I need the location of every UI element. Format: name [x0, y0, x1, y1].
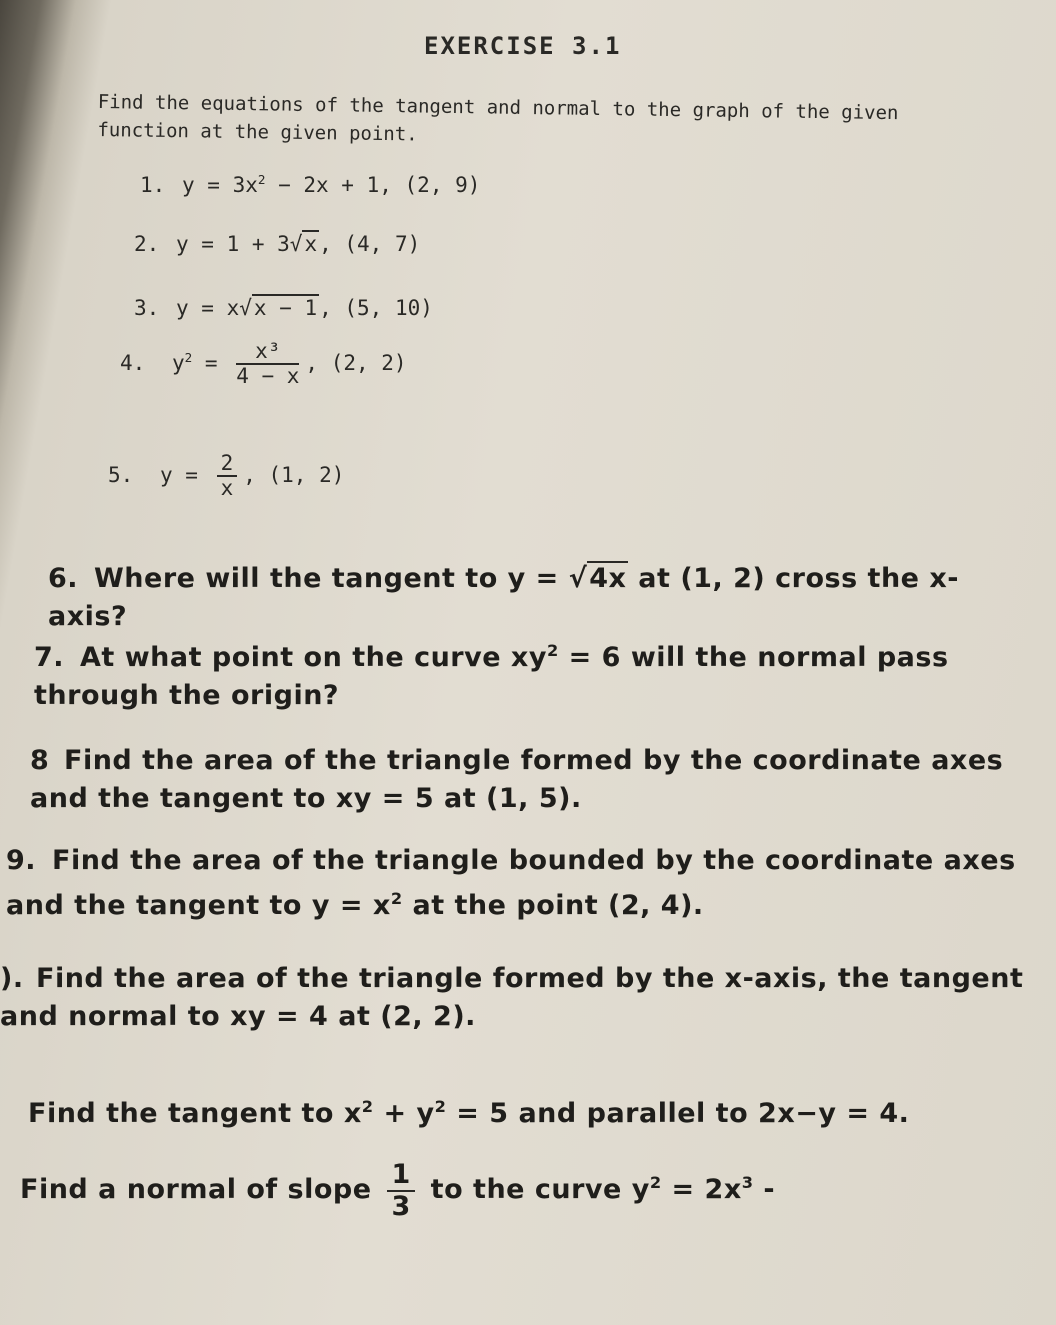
item-number: 5.: [108, 463, 134, 488]
question: Find a normal of slope $\frac{1}{3}$ to the curve $y^2 = 2x^3$ -: [20, 1159, 776, 1222]
list-item: 5. y = $\frac{2}{x}$ , (1, 2): [108, 451, 345, 501]
list-item: 3. y = x√x − 1, (5, 10): [134, 296, 433, 320]
question-number: 9.: [6, 845, 37, 876]
list-item: 1. $y = 3x^2 - 2x + 1$, (2, 9): [140, 172, 481, 197]
list-item: 2. y = 1 + 3√x, (4, 7): [134, 232, 421, 256]
radical: 4x: [589, 563, 627, 594]
list-item: 4. $y^2$ = $\frac{\text{x³}}{4 - x}$ , (2, 2): [120, 339, 407, 389]
question: 9. Find the area of the triangle bounded by the coordinate axes and the tangent to $y = x^2$ at the point (2, 4).: [6, 842, 1036, 925]
question-number: 7.: [34, 642, 65, 673]
fraction: $\frac{1}{3}$: [387, 1160, 414, 1221]
question: ). Find the area of the triangle formed by the x-axis, the tangent and normal to xy = 4 at (2, 2).: [0, 960, 1040, 1036]
item-number: 4.: [120, 351, 146, 376]
question: 6. Where will the tangent to y = √4x at (1, 2) cross the x-axis?: [48, 560, 1008, 636]
question: 7. At what point on the curve $xy^2 = 6$ will the normal pass through the origin?: [34, 641, 949, 711]
question-number: ).: [0, 963, 24, 994]
question: 8 Find the area of the triangle formed by the coordinate axes and the tangent to xy = 5 at (1, 5).: [30, 742, 1030, 818]
radical: x − 1: [253, 296, 318, 320]
item-number: 1.: [140, 173, 166, 197]
instructions: Find the equations of the tangent and normal to the graph of the given function at the given point.: [97, 90, 899, 146]
item-number: 2.: [134, 232, 160, 256]
question: Find the tangent to $x^2 + y^2 = 5$ and parallel to 2x−y = 4.: [28, 1097, 910, 1129]
question-number: 6.: [48, 563, 79, 594]
item-number: 3.: [134, 296, 160, 320]
radical: x: [304, 232, 318, 256]
fraction: $\frac{\text{x³}}{4 - x}$: [236, 339, 300, 389]
question-number: 8: [30, 745, 50, 776]
fraction: $\frac{2}{x}$: [217, 452, 238, 500]
exercise-title: EXERCISE 3.1: [424, 32, 622, 60]
